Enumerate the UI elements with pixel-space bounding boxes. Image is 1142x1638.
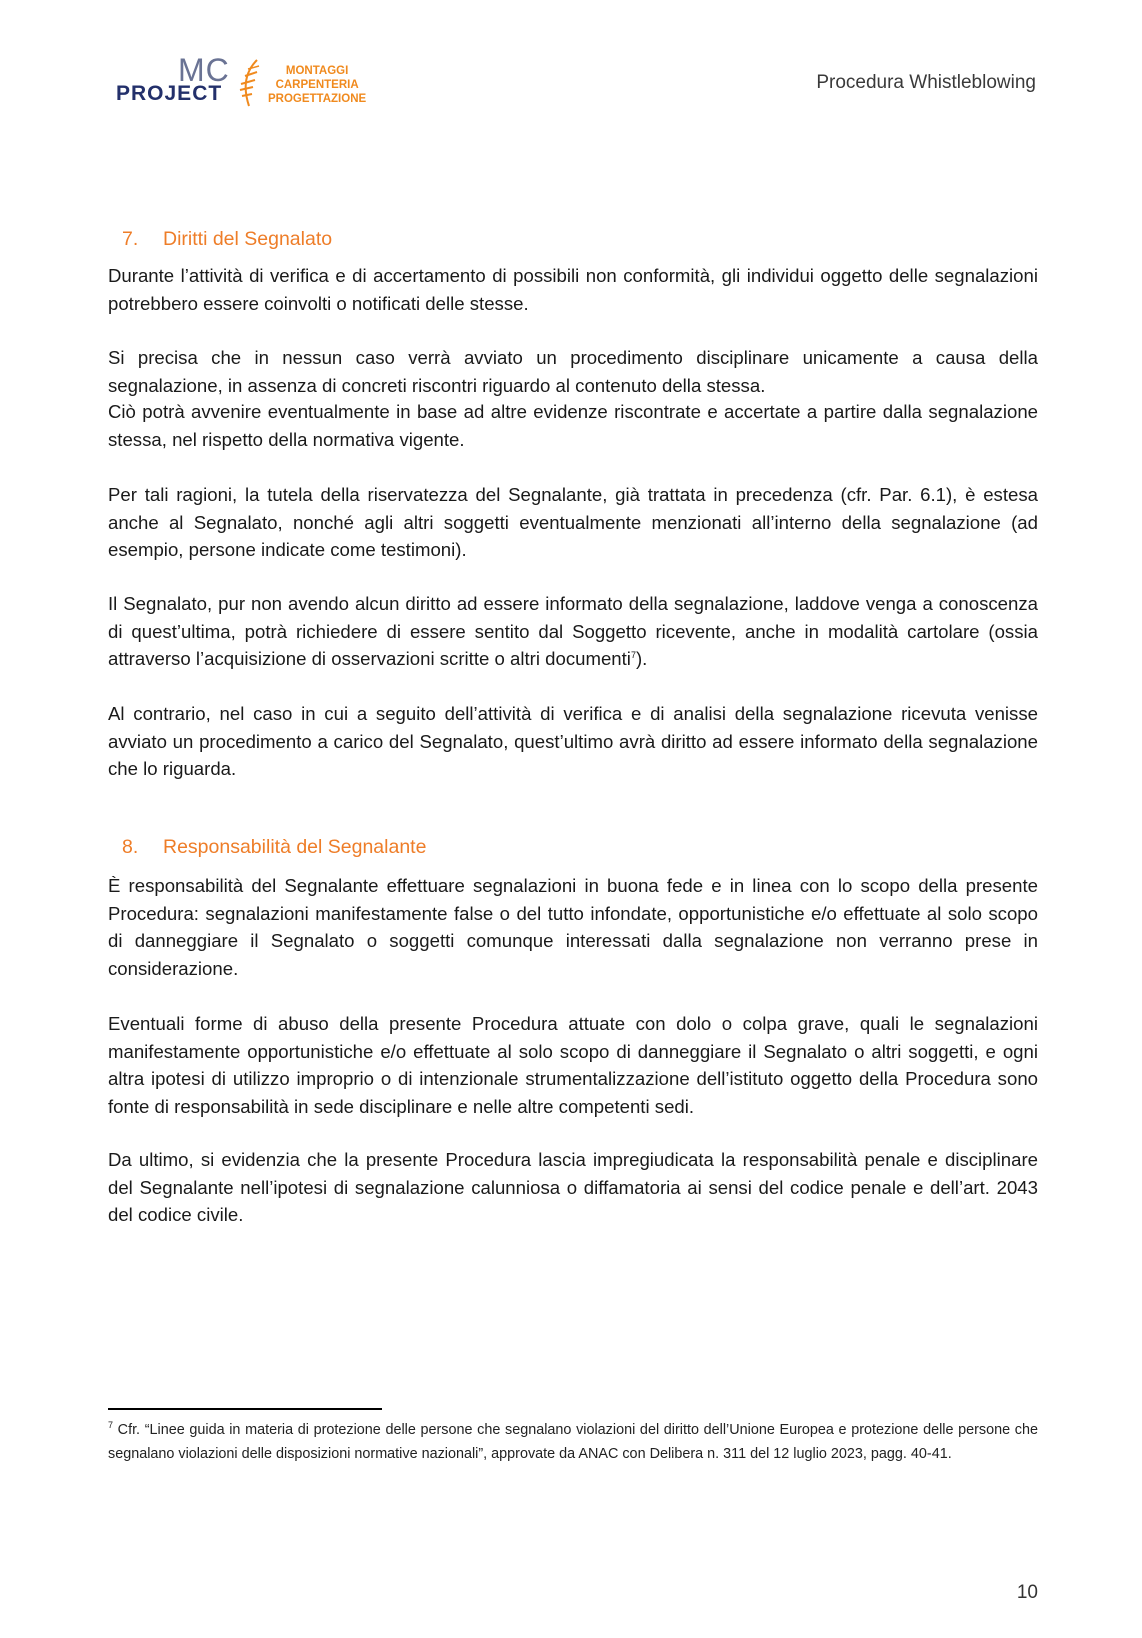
section-number: 8. xyxy=(122,836,139,858)
footnote-number: 7 xyxy=(108,1420,114,1431)
logo-spark-icon xyxy=(237,58,263,108)
page-number: 10 xyxy=(1016,1582,1038,1603)
section-heading xyxy=(122,836,426,859)
document-title: Procedura Whistleblowing xyxy=(816,72,1036,93)
paragraph-tail: ). xyxy=(635,648,648,669)
footnote-reference: 7 xyxy=(630,649,636,660)
paragraph-text: Il Segnalato, pur non avendo alcun diritto ad essere informato della segnalazione, laddove venga a conoscenza di quest’ultima, potrà richiedere di essere sentito dal Soggetto ricevente, anche in modalità cartolare (ossia attraverso l’acquisizione di osservazioni scritte o altri documenti xyxy=(108,593,1038,669)
section-number: 7. xyxy=(122,228,139,250)
logo-tagline-line: MONTAGGI xyxy=(285,65,349,77)
logo-tagline-line: CARPENTERIA xyxy=(275,79,359,91)
footnote-divider xyxy=(108,1408,382,1410)
logo-mc-text: MC xyxy=(178,52,230,88)
logo-tagline-line: PROGETTAZIONE xyxy=(268,93,367,105)
footnote xyxy=(108,1418,1038,1466)
logo-tagline xyxy=(268,64,366,106)
logo-project-text: PROJECT xyxy=(116,82,223,105)
paragraph: Per tali ragioni, la tutela della riservatezza del Segnalante, già trattata in precedenza (cfr. Par. 6.1), è estesa anche al Segnalato, nonché agli altri soggetti eventualmente menzionati all’interno della segnalazione (ad esempio, persone indicate come testimoni). xyxy=(108,484,1038,560)
section-title: Diritti del Segnalato xyxy=(163,228,333,250)
paragraph xyxy=(108,590,1038,673)
paragraph: Eventuali forme di abuso della presente Procedura attuate con dolo o colpa grave, quali le segnalazioni manifestamente opportunistiche e/o effettuate al solo scopo di danneggiare il Segnalato o altri soggetti, e ogni altra ipotesi di utilizzo improprio o di intenzionale strumentalizzazione dell’istituto oggetto della Procedura sono fonte di responsabilità in sede disciplinare e nelle altre competenti sedi. xyxy=(108,1013,1038,1117)
paragraph: Da ultimo, si evidenzia che la presente Procedura lascia impregiudicata la responsabilità penale e disciplinare del Segnalante nell’ipotesi di segnalazione calunniosa o diffamatoria ai sensi del codice penale e dell’art. 2043 del codice civile. xyxy=(108,1149,1038,1225)
company-logo xyxy=(116,54,386,114)
section-heading xyxy=(122,228,332,251)
footnote-text: Cfr. “Linee guida in materia di protezione delle persone che segnalano violazioni del diritto dell’Unione Europea e protezione delle persone che segnalano violazioni delle disposizioni normative nazionali”, approvate da ANAC con Delibera n. 311 del 12 luglio 2023, pagg. 40-41. xyxy=(108,1422,1038,1462)
paragraph: Si precisa che in nessun caso verrà avviato un procedimento disciplinare unicamente a causa della segnalazione, in assenza di concreti riscontri riguardo al contenuto della stessa. xyxy=(108,347,1038,396)
paragraph: Durante l’attività di verifica e di accertamento di possibili non conformità, gli individui oggetto delle segnalazioni potrebbero essere coinvolti o notificati delle stesse. xyxy=(108,265,1038,314)
paragraph: È responsabilità del Segnalante effettuare segnalazioni in buona fede e in linea con lo scopo della presente Procedura: segnalazioni manifestamente false o del tutto infondate, opportunistiche e/o effettuate al solo scopo di danneggiare il Segnalato o soggetti comunque interessati dalla segnalazione non verranno prese in considerazione. xyxy=(108,875,1038,979)
paragraph: Al contrario, nel caso in cui a seguito dell’attività di verifica e di analisi della segnalazione ricevuta venisse avviato un procedimento a carico del Segnalato, quest’ultimo avrà diritto ad essere informato della segnalazione che lo riguarda. xyxy=(108,703,1038,779)
section-title: Responsabilità del Segnalante xyxy=(163,836,427,858)
paragraph: Ciò potrà avvenire eventualmente in base ad altre evidenze riscontrate e accertate a partire dalla segnalazione stessa, nel rispetto della normativa vigente. xyxy=(108,401,1038,450)
